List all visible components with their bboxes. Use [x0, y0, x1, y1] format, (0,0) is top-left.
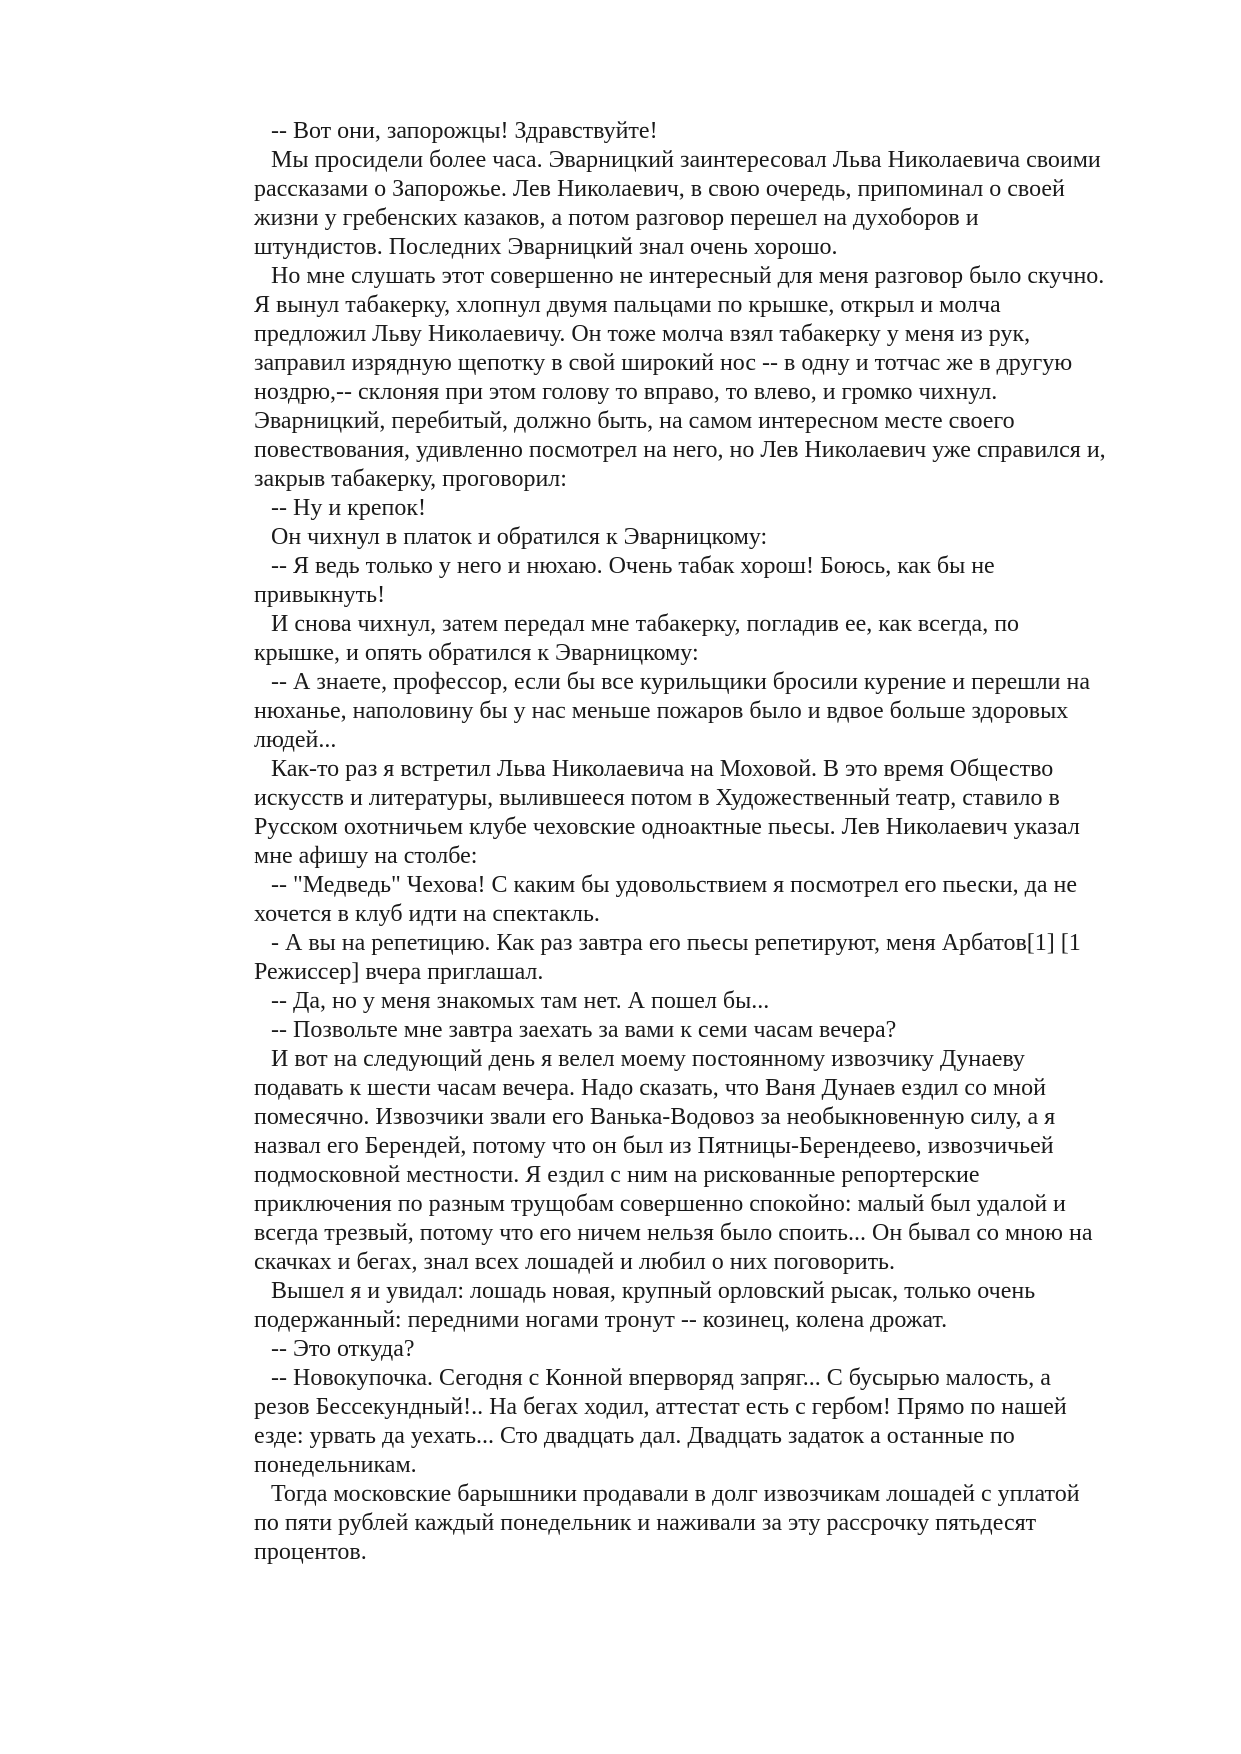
paragraph: Он чихнул в платок и обратился к Эварницкому: [271, 524, 768, 550]
paragraph: - А вы на репетицию. Как раз завтра его пьесы репетируют, меня Арбатов[1] [1 Режиссер] вчера приглашал. [254, 930, 1081, 985]
paragraph: -- А знаете, профессор, если бы все курильщики бросили курение и перешли на нюханье, наполовину бы у нас меньше пожаров было и вдвое больше здоровых людей... [254, 669, 1091, 753]
document-body [254, 117, 1154, 1567]
paragraph: И вот на следующий день я велел моему постоянному извозчику Дунаеву подавать к шести часам вечера. Надо сказать, что Ваня Дунаев ездил со мной помесячно. Извозчики звали его Ванька-Водовоз за необыкновенную силу, а я назвал его Берендей, потому что он был из Пятницы-Берендеево, извозчичьей подмосковной местности. Я ездил с ним на рискованные репортерские приключения по разным трущобам совершенно спокойно: малый был удалой и всегда трезвый, потому что его ничем нельзя было споить... Он бывал со мною на скачках и бегах, знал всех лошадей и любил о них поговорить. [254, 1046, 1093, 1275]
paragraph: -- Да, но у меня знакомых там нет. А пошел бы... [271, 988, 770, 1014]
paragraph: Мы просидели более часа. Эварницкий заинтересовал Льва Николаевича своими рассказами о Запорожье. Лев Николаевич, в свою очередь, припоминал о своей жизни у гребенских казаков, а потом разговор перешел на духоборов и штундистов. Последних Эварницкий знал очень хорошо. [254, 147, 1101, 260]
paragraph: -- Позвольте мне завтра заехать за вами к семи часам вечера? [271, 1017, 897, 1043]
paragraph: Тогда московские барышники продавали в долг извозчикам лошадей с уплатой по пяти рублей каждый понедельник и наживали за эту рассрочку пятьдесят процентов. [254, 1481, 1080, 1565]
paragraph: -- Это откуда? [271, 1336, 415, 1362]
paragraph: Вышел я и увидал: лошадь новая, крупный орловский рысак, только очень подержанный: передними ногами тронут -- козинец, колена дрожат. [254, 1278, 1036, 1333]
paragraph: Но мне слушать этот совершенно не интересный для меня разговор было скучно. Я вынул табакерку, хлопнул двумя пальцами по крышке, открыл и молча предложил Льву Николаевичу. Он тоже молча взял табакерку у меня из рук, заправил изрядную щепотку в свой широкий нос -- в одну и тотчас же в другую ноздрю,-- склоняя при этом голову то вправо, то влево, и громко чихнул. Эварницкий, перебитый, должно быть, на самом интересном месте своего повествования, удивленно посмотрел на него, но Лев Николаевич уже справился и, закрыв табакерку, проговорил: [254, 263, 1106, 492]
paragraph: И снова чихнул, затем передал мне табакерку, погладив ее, как всегда, по крышке, и опять обратился к Эварницкому: [254, 611, 1020, 666]
paragraph: -- Новокупочка. Сегодня с Конной вперворяд запряг... С бусырью малость, а резов Бессекундный!.. На бегах ходил, аттестат есть с гербом! Прямо по нашей езде: урвать да уехать... Сто двадцать дал. Двадцать задаток а останные по понедельникам. [254, 1365, 1067, 1478]
paragraph: -- "Медведь" Чехова! С каким бы удовольствием я посмотрел его пьески, да не хочется в клуб идти на спектакль. [254, 872, 1077, 927]
paragraph: -- Вот они, запорожцы! Здравствуйте! [271, 118, 658, 144]
paragraph: Как-то раз я встретил Льва Николаевича на Моховой. В это время Общество искусств и литературы, вылившееся потом в Художественный театр, ставило в Русском охотничьем клубе чеховские одноактные пьесы. Лев Николаевич указал мне афишу на столбе: [254, 756, 1080, 869]
paragraph: -- Ну и крепок! [271, 495, 426, 521]
paragraph: -- Я ведь только у него и нюхаю. Очень табак хорош! Боюсь, как бы не привыкнуть! [254, 553, 995, 608]
